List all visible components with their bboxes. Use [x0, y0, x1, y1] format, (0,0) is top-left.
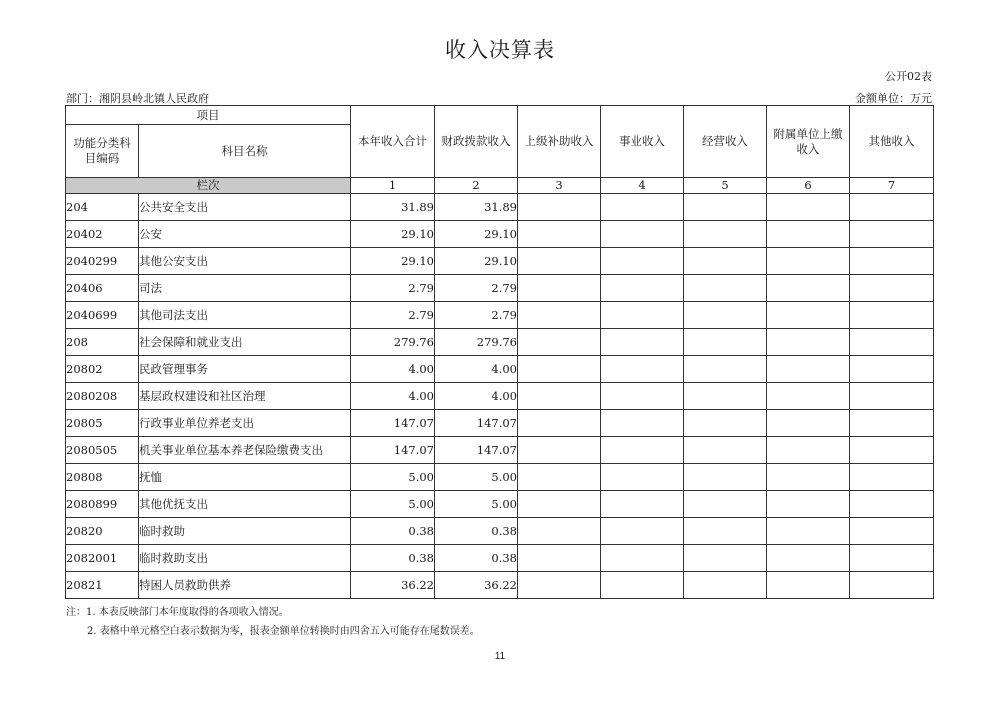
row-affiliated-income [767, 383, 850, 410]
report-title: 收入决算表 [445, 38, 555, 62]
row-operating-income [684, 491, 767, 518]
row-operating-income [684, 221, 767, 248]
row-fiscal-income: 29.10 [435, 221, 518, 248]
col-header-business: 事业收入 [601, 106, 684, 178]
table-row [66, 275, 934, 302]
row-total-income: 279.76 [351, 329, 435, 356]
table-row [66, 194, 934, 221]
row-affiliated-income [767, 302, 850, 329]
row-business-income [601, 464, 684, 491]
table-row [66, 464, 934, 491]
row-business-income [601, 545, 684, 572]
col-number: 2 [435, 178, 518, 194]
row-total-income: 29.10 [351, 248, 435, 275]
col-number: 3 [518, 178, 601, 194]
row-superior-subsidy [518, 329, 601, 356]
row-code: 208 [66, 329, 139, 356]
row-superior-subsidy [518, 194, 601, 221]
row-affiliated-income [767, 275, 850, 302]
row-total-income: 4.00 [351, 356, 435, 383]
row-code: 2080899 [66, 491, 139, 518]
table-row [66, 383, 934, 410]
row-operating-income [684, 518, 767, 545]
footnote: 2. 表格中单元格空白表示数据为零，报表金额单位转换时由四舍五入可能存在尾数误差。 [87, 626, 480, 637]
table-body [66, 194, 934, 599]
row-other-income [850, 329, 934, 356]
row-affiliated-income [767, 545, 850, 572]
col-number: 4 [601, 178, 684, 194]
row-superior-subsidy [518, 275, 601, 302]
row-code: 20802 [66, 356, 139, 383]
row-code: 2040699 [66, 302, 139, 329]
row-code: 20821 [66, 572, 139, 599]
row-fiscal-income: 29.10 [435, 248, 518, 275]
row-subject-name: 临时救助支出 [139, 545, 351, 572]
row-operating-income [684, 248, 767, 275]
table-row [66, 248, 934, 275]
row-other-income [850, 545, 934, 572]
row-affiliated-income [767, 464, 850, 491]
row-code: 2080505 [66, 437, 139, 464]
row-superior-subsidy [518, 221, 601, 248]
row-affiliated-income [767, 194, 850, 221]
row-subject-name: 机关事业单位基本养老保险缴费支出 [139, 437, 351, 464]
row-affiliated-income [767, 437, 850, 464]
form-number: 公开02表 [885, 70, 932, 83]
row-fiscal-income: 0.38 [435, 518, 518, 545]
col-number: 7 [850, 178, 934, 194]
row-subject-name: 临时救助 [139, 518, 351, 545]
row-fiscal-income: 4.00 [435, 383, 518, 410]
row-affiliated-income [767, 329, 850, 356]
row-operating-income [684, 383, 767, 410]
row-business-income [601, 491, 684, 518]
row-business-income [601, 302, 684, 329]
row-subject-name: 公共安全支出 [139, 194, 351, 221]
row-total-income: 31.89 [351, 194, 435, 221]
row-other-income [850, 194, 934, 221]
row-subject-name: 社会保障和就业支出 [139, 329, 351, 356]
row-code: 2082001 [66, 545, 139, 572]
row-subject-name: 司法 [139, 275, 351, 302]
row-other-income [850, 464, 934, 491]
row-total-income: 5.00 [351, 464, 435, 491]
row-code: 20406 [66, 275, 139, 302]
row-business-income [601, 194, 684, 221]
row-index-label: 栏次 [66, 178, 351, 194]
row-fiscal-income: 5.00 [435, 464, 518, 491]
row-fiscal-income: 147.07 [435, 437, 518, 464]
row-superior-subsidy [518, 572, 601, 599]
row-fiscal-income: 2.79 [435, 302, 518, 329]
row-subject-name: 民政管理事务 [139, 356, 351, 383]
table-row [66, 437, 934, 464]
row-superior-subsidy [518, 518, 601, 545]
row-subject-name: 其他公安支出 [139, 248, 351, 275]
row-other-income [850, 572, 934, 599]
row-total-income: 5.00 [351, 491, 435, 518]
row-affiliated-income [767, 491, 850, 518]
row-superior-subsidy [518, 383, 601, 410]
row-code: 20805 [66, 410, 139, 437]
row-total-income: 2.79 [351, 275, 435, 302]
row-affiliated-income [767, 572, 850, 599]
row-business-income [601, 221, 684, 248]
row-affiliated-income [767, 518, 850, 545]
row-code: 20808 [66, 464, 139, 491]
row-total-income: 29.10 [351, 221, 435, 248]
col-number: 5 [684, 178, 767, 194]
row-affiliated-income [767, 248, 850, 275]
row-other-income [850, 437, 934, 464]
row-other-income [850, 275, 934, 302]
col-header-total: 本年收入合计 [351, 106, 435, 178]
table-row [66, 302, 934, 329]
row-total-income: 0.38 [351, 545, 435, 572]
row-operating-income [684, 437, 767, 464]
row-business-income [601, 329, 684, 356]
row-affiliated-income [767, 356, 850, 383]
row-fiscal-income: 2.79 [435, 275, 518, 302]
row-code: 2040299 [66, 248, 139, 275]
row-subject-name: 基层政权建设和社区治理 [139, 383, 351, 410]
row-other-income [850, 221, 934, 248]
row-operating-income [684, 194, 767, 221]
row-subject-name: 其他优抚支出 [139, 491, 351, 518]
row-fiscal-income: 147.07 [435, 410, 518, 437]
row-code: 20402 [66, 221, 139, 248]
row-business-income [601, 518, 684, 545]
row-operating-income [684, 302, 767, 329]
col-header-fiscal: 财政拨款收入 [435, 106, 518, 178]
row-total-income: 2.79 [351, 302, 435, 329]
row-business-income [601, 275, 684, 302]
row-business-income [601, 248, 684, 275]
row-total-income: 0.38 [351, 518, 435, 545]
row-superior-subsidy [518, 302, 601, 329]
page-number: 11 [494, 651, 506, 662]
subject-name-header: 科目名称 [139, 125, 351, 178]
table-row [66, 518, 934, 545]
row-superior-subsidy [518, 491, 601, 518]
table-row [66, 221, 934, 248]
project-header: 项目 [66, 106, 351, 125]
row-total-income: 4.00 [351, 383, 435, 410]
row-superior-subsidy [518, 545, 601, 572]
footnote: 注：1. 本表反映部门本年度取得的各项收入情况。 [66, 607, 289, 618]
row-business-income [601, 572, 684, 599]
row-other-income [850, 383, 934, 410]
row-fiscal-income: 36.22 [435, 572, 518, 599]
row-code: 2080208 [66, 383, 139, 410]
row-subject-name: 特困人员救助供养 [139, 572, 351, 599]
col-number: 1 [351, 178, 435, 194]
row-other-income [850, 518, 934, 545]
row-total-income: 147.07 [351, 437, 435, 464]
row-subject-name: 行政事业单位养老支出 [139, 410, 351, 437]
row-subject-name: 其他司法支出 [139, 302, 351, 329]
row-operating-income [684, 545, 767, 572]
row-superior-subsidy [518, 410, 601, 437]
row-other-income [850, 491, 934, 518]
footnotes [66, 603, 480, 641]
row-operating-income [684, 572, 767, 599]
table-row [66, 329, 934, 356]
row-fiscal-income: 31.89 [435, 194, 518, 221]
table-row [66, 410, 934, 437]
table-row [66, 491, 934, 518]
row-business-income [601, 437, 684, 464]
income-final-accounts-table [65, 105, 934, 599]
col-header-other: 其他收入 [850, 106, 934, 178]
col-header-affiliated: 附属单位上缴收入 [767, 106, 850, 178]
row-other-income [850, 356, 934, 383]
table-row [66, 545, 934, 572]
row-fiscal-income: 5.00 [435, 491, 518, 518]
row-total-income: 147.07 [351, 410, 435, 437]
table-row [66, 356, 934, 383]
row-code: 204 [66, 194, 139, 221]
row-operating-income [684, 275, 767, 302]
row-superior-subsidy [518, 356, 601, 383]
row-fiscal-income: 0.38 [435, 545, 518, 572]
col-header-superior: 上级补助收入 [518, 106, 601, 178]
row-affiliated-income [767, 410, 850, 437]
row-superior-subsidy [518, 248, 601, 275]
row-other-income [850, 248, 934, 275]
row-other-income [850, 302, 934, 329]
row-affiliated-income [767, 221, 850, 248]
row-superior-subsidy [518, 464, 601, 491]
row-operating-income [684, 464, 767, 491]
row-code: 20820 [66, 518, 139, 545]
row-fiscal-income: 279.76 [435, 329, 518, 356]
row-operating-income [684, 356, 767, 383]
row-other-income [850, 410, 934, 437]
row-subject-name: 抚恤 [139, 464, 351, 491]
row-fiscal-income: 4.00 [435, 356, 518, 383]
func-code-header: 功能分类科目编码 [66, 125, 139, 178]
amount-unit-label: 金额单位：万元 [855, 92, 932, 105]
row-operating-income [684, 329, 767, 356]
col-header-operating: 经营收入 [684, 106, 767, 178]
row-operating-income [684, 410, 767, 437]
row-subject-name: 公安 [139, 221, 351, 248]
row-superior-subsidy [518, 437, 601, 464]
row-business-income [601, 356, 684, 383]
col-number: 6 [767, 178, 850, 194]
department-label: 部门：湘阴县岭北镇人民政府 [66, 92, 209, 105]
row-business-income [601, 410, 684, 437]
row-total-income: 36.22 [351, 572, 435, 599]
row-business-income [601, 383, 684, 410]
table-row [66, 572, 934, 599]
